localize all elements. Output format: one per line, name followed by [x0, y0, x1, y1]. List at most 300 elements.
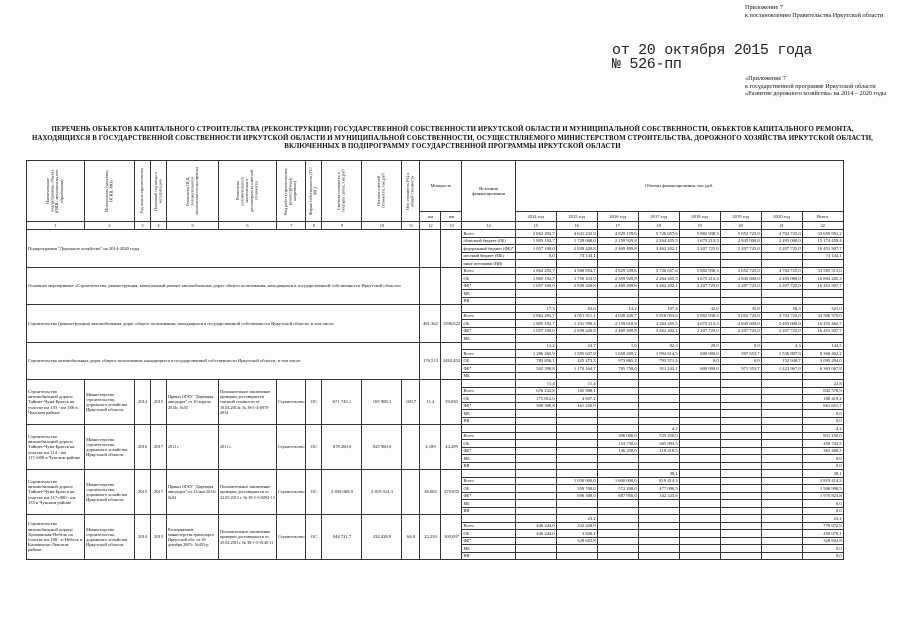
value-cell	[761, 522, 802, 530]
power-km	[420, 267, 441, 305]
value-cell: 4 702 725,0	[761, 312, 802, 320]
value-cell: 56,3	[761, 305, 802, 313]
value-cell	[761, 297, 802, 305]
object-expertise: Положительное заключение проверки достоверности от 25.02.2011г. № 38-1-5-0140-11	[219, 515, 277, 560]
column-header-c11	[402, 161, 420, 222]
value-cell	[720, 425, 761, 433]
value-cell: 3 462 202,1	[638, 245, 679, 253]
value-cell	[679, 440, 720, 448]
column-number: 9	[322, 222, 362, 230]
value-cell: 35,8	[720, 305, 761, 313]
value-cell: 450 070,1	[802, 530, 843, 538]
program-appendix-header	[745, 75, 895, 98]
value-cell	[761, 410, 802, 418]
value-cell: 2 359 929,8	[597, 275, 638, 283]
value-cell: 16 451 307,7	[802, 327, 843, 335]
value-cell: 2 845 000,0	[720, 237, 761, 245]
value-cell	[597, 522, 638, 530]
value-cell	[802, 297, 843, 305]
value-cell	[679, 335, 720, 343]
value-cell: 778 672,9	[802, 522, 843, 530]
value-cell: 16 451 307,7	[802, 282, 843, 290]
value-cell	[761, 380, 802, 388]
value-cell: 175 812,0	[515, 395, 556, 403]
value-cell: 5 882 938,3	[679, 267, 720, 275]
value-cell: 16 455 462,7	[802, 320, 843, 328]
value-cell: 973 865,2	[597, 357, 638, 365]
source-cell: ФБ*	[462, 365, 515, 373]
value-cell: 20,0	[679, 342, 720, 350]
value-cell	[556, 297, 597, 305]
power-km	[420, 230, 441, 268]
source-cell	[462, 425, 515, 433]
value-cell	[761, 387, 802, 395]
value-cell: 11,4	[556, 380, 597, 388]
value-cell	[556, 552, 597, 560]
value-cell: 22,8	[802, 380, 843, 388]
value-cell	[761, 252, 802, 260]
source-cell: ОБ	[462, 485, 515, 493]
value-cell	[720, 335, 761, 343]
source-cell: МБ	[462, 500, 515, 508]
value-cell: 42,6	[679, 305, 720, 313]
source-cell: областной бюджет (ОБ)	[462, 237, 515, 245]
value-cell	[638, 252, 679, 260]
value-cell	[556, 470, 597, 478]
object-percent	[402, 425, 420, 470]
source-cell	[462, 515, 515, 523]
column-header-year: 2018 год	[679, 212, 720, 222]
value-cell	[597, 387, 638, 395]
object-executor: Министерство строительства, дорожного хозяйства Иркутской области	[85, 515, 135, 560]
appendix-line: к постановлению Правительства Иркутской области	[745, 11, 884, 19]
value-cell	[597, 252, 638, 260]
value-cell	[802, 260, 843, 268]
value-cell: 1 286 265,9	[515, 350, 556, 358]
column-number: 4	[151, 222, 167, 230]
object-start-year: 2015	[135, 470, 151, 515]
value-cell	[556, 462, 597, 470]
value-cell	[597, 417, 638, 425]
value-cell	[761, 260, 802, 268]
value-cell	[679, 500, 720, 508]
object-ownership: ОС	[306, 425, 322, 470]
value-cell	[597, 380, 638, 388]
value-cell	[515, 500, 556, 508]
value-cell: 328 602,8	[556, 537, 597, 545]
value-cell	[679, 507, 720, 515]
value-cell: 33 585 513,0	[802, 267, 843, 275]
value-cell: 2 862 292,7	[515, 312, 556, 320]
value-cell	[556, 290, 597, 298]
value-cell	[679, 425, 720, 433]
object-expertise: Положительное заключение проверки достоверности от 22.05.2013 г. № 38-1-5-0292-13	[219, 470, 277, 515]
value-cell	[597, 402, 638, 410]
power-pm: 379,035	[441, 470, 462, 515]
value-cell: 1,0	[597, 342, 638, 350]
column-number: 16	[556, 222, 597, 230]
value-cell: 793 571,4	[638, 357, 679, 365]
value-cell: 107,4	[638, 305, 679, 313]
value-cell	[761, 455, 802, 463]
value-cell: 5 916 053,6	[638, 312, 679, 320]
value-cell	[515, 477, 556, 485]
object-cost: 2 839 069,9	[322, 470, 362, 515]
value-cell	[515, 462, 556, 470]
value-cell	[515, 515, 556, 523]
value-cell: 3 826,1	[556, 530, 597, 538]
value-cell	[720, 402, 761, 410]
value-cell: 306 000,0	[597, 432, 638, 440]
value-cell	[556, 410, 597, 418]
source-cell: ИИ	[462, 417, 515, 425]
value-cell: 1 970 823,8	[802, 492, 843, 500]
source-cell: ФБ*	[462, 282, 515, 290]
column-number: 14	[462, 222, 515, 230]
value-cell	[597, 537, 638, 545]
value-cell: 0,0	[802, 500, 843, 508]
object-name: Строительство автомобильной дороги Тайшет-Чуна-Братск на участке км 133 - км 166 в Чунском районе	[27, 380, 85, 425]
value-cell: 1 729 068,0	[556, 237, 597, 245]
source-cell: Всего	[462, 387, 515, 395]
source-cell: Всего	[462, 267, 515, 275]
value-cell	[679, 417, 720, 425]
value-cell: 2 264 455,5	[638, 237, 679, 245]
value-cell: 332 428,9	[556, 522, 597, 530]
value-cell	[638, 395, 679, 403]
column-number: 20	[720, 222, 761, 230]
date-stamp	[612, 44, 812, 72]
value-cell	[638, 537, 679, 545]
value-cell: 38,1	[638, 470, 679, 478]
object-name: Строительство автомобильной дороги Тайшет-Чуна-Братск на участке км 114 - км 117+000 в Чунском районе	[27, 425, 85, 470]
value-cell: 446 244,0	[515, 522, 556, 530]
value-cell: 1 057 100,0	[515, 282, 556, 290]
power-km: 4,189	[420, 425, 441, 470]
value-cell	[597, 410, 638, 418]
value-cell: 5 882 938,3	[679, 312, 720, 320]
column-header-power: Мощность	[420, 161, 462, 212]
object-rest-cost: 332 428,9	[362, 515, 402, 560]
value-cell: 17,3	[515, 305, 556, 313]
value-cell: 661 651,7	[802, 402, 843, 410]
value-cell: 0,0	[679, 357, 720, 365]
value-cell	[720, 545, 761, 553]
power-km: 11,4	[420, 380, 441, 425]
source-cell: местный бюджет (МБ)	[462, 252, 515, 260]
object-name: Строительство автомобильной дороги Тайшет-Чуна-Братск на участке км 117+000 - км 155 в Чунском районе	[27, 470, 85, 515]
value-cell: 2 845 000,0	[720, 320, 761, 328]
value-cell	[679, 447, 720, 455]
column-header-text: Исполнитель (заказчик, ОГИВ, МО)	[103, 169, 114, 213]
column-number: 12	[420, 222, 441, 230]
object-start-year: 2014	[135, 515, 151, 560]
value-cell: 1 805 192,7	[515, 275, 556, 283]
value-cell: 4,2	[638, 425, 679, 433]
value-cell: 4 702 725,0	[761, 230, 802, 238]
value-cell: 74 144,1	[556, 252, 597, 260]
column-header-c6	[219, 161, 277, 222]
object-percent: 64,8	[402, 515, 420, 560]
value-cell: 2 207 725,0	[761, 282, 802, 290]
value-cell: 24,7	[556, 342, 597, 350]
source-cell: ОБ	[462, 357, 515, 365]
objects-table	[26, 160, 844, 560]
column-header-text: Источник финансирования	[472, 185, 505, 196]
table-row	[27, 342, 844, 350]
source-cell: МБ	[462, 545, 515, 553]
value-cell: 597 553,7	[720, 350, 761, 358]
value-cell	[720, 372, 761, 380]
object-executor: Министерство строительства, дорожного хозяйства Иркутской области	[85, 425, 135, 470]
stamp-date: от 20 октября 2015 года	[612, 42, 813, 59]
column-header-c3	[135, 161, 151, 222]
source-cell	[462, 305, 515, 313]
value-cell: 1 170 164,7	[556, 365, 597, 373]
value-cell: 502 398,8	[515, 365, 556, 373]
value-cell: 153 750,0	[597, 440, 638, 448]
value-cell	[720, 500, 761, 508]
group-name: Подпрограмма "Дорожное хозяйство" на 2014-2020 годы	[27, 230, 420, 268]
value-cell: 0,0	[515, 252, 556, 260]
value-cell: 819 414,3	[638, 477, 679, 485]
table-row	[27, 425, 844, 433]
value-cell: 600 000,0	[679, 365, 720, 373]
value-cell	[720, 507, 761, 515]
value-cell: 2 862 292,7	[515, 230, 556, 238]
value-cell	[720, 290, 761, 298]
value-cell: 4 641 232,9	[556, 230, 597, 238]
value-cell: 5 052 725,0	[720, 267, 761, 275]
source-cell: ОБ	[462, 395, 515, 403]
object-cost: 878 200,0	[322, 425, 362, 470]
value-cell: 971 553,7	[720, 365, 761, 373]
object-end-year: 2017	[151, 425, 167, 470]
column-header-c7	[277, 161, 306, 222]
value-cell: 2 207 725,0	[761, 327, 802, 335]
value-cell	[515, 432, 556, 440]
value-cell	[515, 447, 556, 455]
column-header-km: км	[420, 212, 441, 222]
column-number: 19	[679, 222, 720, 230]
value-cell: 572 200,0	[597, 485, 638, 493]
value-cell	[638, 372, 679, 380]
value-cell	[679, 485, 720, 493]
table-row	[27, 267, 844, 275]
value-cell: 2 207 725,0	[720, 282, 761, 290]
value-cell	[761, 440, 802, 448]
column-header-text: Вид работ (строительство, реконструкция, капремонт)	[283, 167, 298, 215]
value-cell: 23,2	[802, 515, 843, 523]
value-cell	[638, 260, 679, 268]
value-cell	[597, 335, 638, 343]
power-pm: 1596,022	[441, 305, 462, 343]
column-number: 10	[362, 222, 402, 230]
value-cell	[802, 372, 843, 380]
value-cell	[761, 507, 802, 515]
value-cell	[515, 417, 556, 425]
object-expertise: Положительное заключение проверки достоверности сметной стоимости от 10.04.2014г. № 38-1-4-0070-2014	[219, 380, 277, 425]
value-cell: 8 366 462,2	[802, 350, 843, 358]
value-cell: 1 050 000,0	[556, 477, 597, 485]
value-cell	[679, 410, 720, 418]
value-cell	[802, 335, 843, 343]
value-cell: 2 159 929,8	[597, 237, 638, 245]
value-cell	[515, 537, 556, 545]
value-cell	[720, 537, 761, 545]
value-cell	[720, 380, 761, 388]
value-cell: 2 469 409,8	[597, 327, 638, 335]
value-cell: 3 462 202,1	[638, 282, 679, 290]
value-cell	[597, 290, 638, 298]
source-cell: Всего	[462, 230, 515, 238]
value-cell: 321,0	[802, 305, 843, 313]
column-header-year: 2014 год	[515, 212, 556, 222]
column-number: 3	[135, 222, 151, 230]
source-cell: ФБ*	[462, 447, 515, 455]
value-cell: 12,2	[515, 342, 556, 350]
column-number: 18	[638, 222, 679, 230]
value-cell: 32 506 370,0	[802, 312, 843, 320]
value-cell: 0,0	[802, 545, 843, 553]
value-cell	[679, 477, 720, 485]
value-cell	[761, 485, 802, 493]
value-cell	[679, 252, 720, 260]
object-ownership: ОС	[306, 380, 322, 425]
object-psd: Распоряжение министерства транспорта Иркутской обл. от 26 декабря 2007г. №455-р	[167, 515, 219, 560]
object-kind: Строительство	[277, 425, 306, 470]
value-cell: 446 244,0	[515, 530, 556, 538]
source-cell: ОБ	[462, 275, 515, 283]
value-cell: 0,0	[802, 417, 843, 425]
object-percent: 100,7	[402, 380, 420, 425]
power-pm: 100,097	[441, 515, 462, 560]
value-cell: 0,0	[802, 552, 843, 560]
value-cell	[515, 410, 556, 418]
value-cell: 5 052 725,0	[720, 230, 761, 238]
value-cell	[720, 260, 761, 268]
value-cell: 2 207 725,0	[720, 245, 761, 253]
value-cell: 11,4	[515, 380, 556, 388]
value-cell	[720, 297, 761, 305]
value-cell: 4 702 725,0	[761, 267, 802, 275]
value-cell	[515, 470, 556, 478]
column-number: 5	[167, 222, 219, 230]
stamp-number: № 526-пп	[612, 56, 682, 73]
value-cell: 785 750,0	[597, 365, 638, 373]
value-cell	[638, 335, 679, 343]
column-header-year: 2017 год	[638, 212, 679, 222]
value-cell: 144,5	[802, 342, 843, 350]
value-cell: 2 207 725,0	[679, 327, 720, 335]
value-cell: 2 495 000,0	[761, 275, 802, 283]
object-psd: 2011 г.	[167, 425, 219, 470]
source-cell: ИИ	[462, 507, 515, 515]
source-cell: МБ	[462, 455, 515, 463]
value-cell: 0,0	[802, 410, 843, 418]
value-cell: 33 659 991,2	[802, 230, 843, 238]
value-cell	[638, 417, 679, 425]
value-cell: 1 805 192,7	[515, 237, 556, 245]
column-header-text: Сметная стоимость в текущих ценах, тыс.руб	[336, 169, 346, 213]
value-cell	[556, 335, 597, 343]
power-km: 176,513	[420, 342, 441, 380]
value-cell	[597, 500, 638, 508]
value-cell	[761, 500, 802, 508]
value-cell	[597, 297, 638, 305]
object-end-year: 2017	[151, 470, 167, 515]
value-cell	[720, 447, 761, 455]
value-cell: 676 232,8	[515, 387, 556, 395]
value-cell	[761, 425, 802, 433]
value-cell	[720, 395, 761, 403]
value-cell: 4 568 854,7	[556, 267, 597, 275]
value-cell	[638, 402, 679, 410]
value-cell	[515, 440, 556, 448]
value-cell	[597, 455, 638, 463]
value-cell	[720, 477, 761, 485]
table-row	[27, 515, 844, 523]
value-cell	[679, 545, 720, 553]
value-cell: 1 057 100,0	[515, 245, 556, 253]
source-cell: ФБ*	[462, 402, 515, 410]
value-cell: 1 536 807,9	[761, 350, 802, 358]
column-header-year: 2019 год	[720, 212, 761, 222]
value-cell	[720, 410, 761, 418]
object-psd: Приказ ОГКУ "Дирекция автодорог" от 23 мая 2013г. №92	[167, 470, 219, 515]
source-cell: ИИ	[462, 297, 515, 305]
column-number: 22	[802, 222, 843, 230]
value-cell	[638, 507, 679, 515]
value-cell	[720, 417, 761, 425]
value-cell	[597, 462, 638, 470]
column-header-c4	[151, 161, 167, 222]
value-cell: 2 819 414,3	[802, 477, 843, 485]
value-cell: 5 052 725,0	[720, 312, 761, 320]
object-rest-cost: 825 900,0	[362, 425, 402, 470]
column-header-text: Остаток сметной стоимости, тыс.руб	[376, 173, 386, 209]
value-cell: 359 700,0	[556, 485, 597, 493]
power-km: 38,065	[420, 470, 441, 515]
source-cell	[462, 470, 515, 478]
value-cell: 3 095 294,0	[802, 357, 843, 365]
table-row	[27, 305, 844, 313]
value-cell	[720, 432, 761, 440]
value-cell	[761, 372, 802, 380]
source-cell: ОБ	[462, 440, 515, 448]
value-cell	[638, 545, 679, 553]
power-km: 23,230	[420, 515, 441, 560]
value-cell	[638, 522, 679, 530]
column-number: 6	[219, 222, 277, 230]
value-cell	[761, 552, 802, 560]
value-cell	[556, 447, 597, 455]
value-cell: 2 862 292,7	[515, 267, 556, 275]
value-cell: 146 250,0	[597, 447, 638, 455]
source-cell: Всего	[462, 312, 515, 320]
value-cell: 2 495 000,0	[761, 237, 802, 245]
value-cell: 2 207 725,0	[720, 327, 761, 335]
source-cell: МБ	[462, 372, 515, 380]
value-cell: 342 323,8	[638, 492, 679, 500]
power-pm: 2482,452	[441, 342, 462, 380]
value-cell	[556, 440, 597, 448]
value-cell	[679, 470, 720, 478]
column-header-text: Ост. стоимость (%) к общей стоимости	[405, 172, 415, 210]
source-cell: МБ	[462, 410, 515, 418]
value-cell: 1 600 000,0	[597, 477, 638, 485]
value-cell: 831 250,0	[802, 432, 843, 440]
